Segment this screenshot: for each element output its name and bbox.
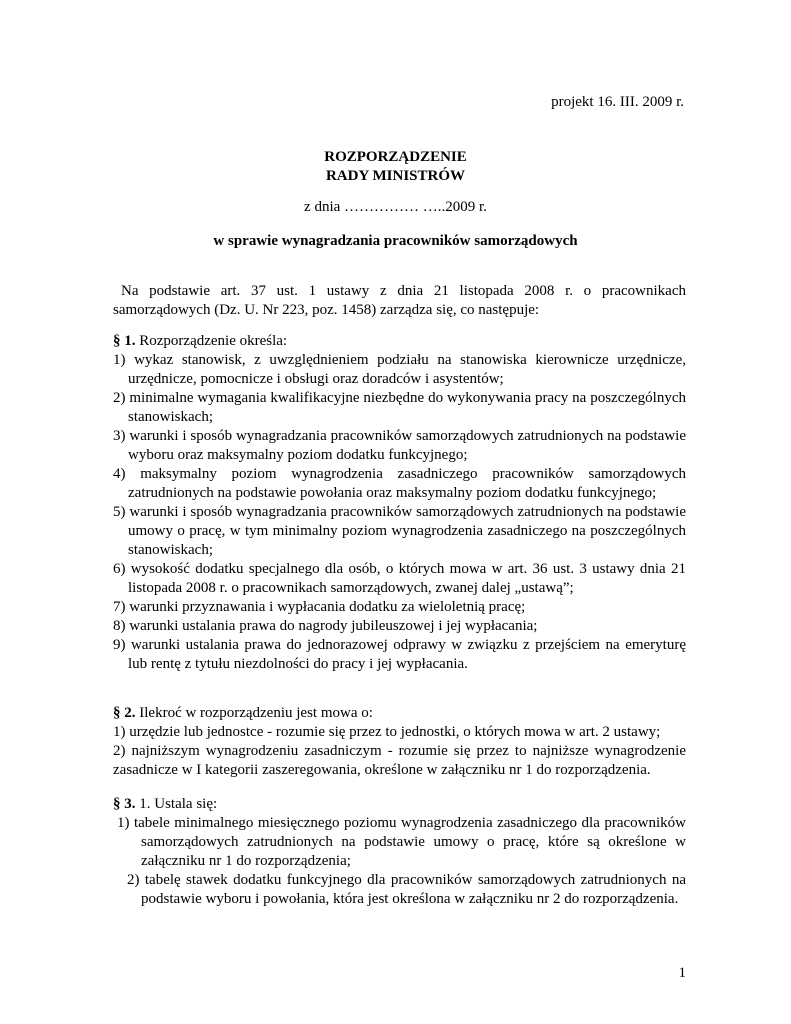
issue-date-line: z dnia …………… …..2009 r. — [304, 199, 487, 215]
section-2-intro: Ilekroć w rozporządzeniu jest mowa o: — [135, 705, 373, 721]
title-line-1: ROZPORZĄDZENIE — [324, 149, 467, 165]
draft-date: projekt 16. III. 2009 r. — [551, 94, 684, 110]
section-2-item-1: 1) urzędzie lub jednostce - rozumie się przez to jednostki, o których mowa w art. 2 ustawy; — [113, 724, 661, 740]
preamble: Na podstawie art. 37 ust. 1 ustawy z dnia 21 listopada 2008 r. o pracownikach samorządowych (Dz. U. Nr 223, poz. 1458) zarządza się, co następuje: — [113, 283, 686, 318]
section-3-intro: 1. Ustala się: — [135, 796, 218, 812]
section-1 — [113, 332, 686, 674]
list-item: 1) wykaz stanowisk, z uwzględnieniem podziału na stanowiska kierownicze urzędnicze, urzędnicze, pomocnicze i obsługi oraz doradców i asystentów; — [113, 352, 686, 387]
list-item: 9) warunki ustalania prawa do jednorazowej odprawy w związku z przejściem na emeryturę lub rentę z tytułu niezdolności do pracy i jej wypłacania. — [113, 637, 686, 672]
section-2-marker: § 2. — [113, 705, 136, 721]
section-1-list — [113, 351, 686, 674]
list-item: 2) tabelę stawek dodatku funkcyjnego dla pracowników samorządowych zatrudnionych na podstawie wyboru i powołania, która jest określona w załączniku nr 2 do rozporządzenia. — [127, 872, 686, 907]
document-title — [0, 148, 791, 186]
section-2-item-2: 2) najniższym wynagrodzeniu zasadniczym - rozumie się przez to najniższe wynagrodzenie zasadnicze w I kategorii zaszeregowania, określone w załączniku nr 1 do rozporządzenia. — [113, 743, 686, 778]
list-item: 4) maksymalny poziom wynagrodzenia zasadniczego pracowników samorządowych zatrudnionych na podstawie powołania oraz maksymalny poziom dodatku funkcyjnego; — [113, 466, 686, 501]
list-item: 7) warunki przyznawania i wypłacania dodatku za wieloletnią pracę; — [113, 599, 526, 615]
list-item: 3) warunki i sposób wynagradzania pracowników samorządowych zatrudnionych na podstawie wyboru oraz maksymalny poziom dodatku funkcyjnego; — [113, 428, 686, 463]
list-item: 6) wysokość dodatku specjalnego dla osób, o których mowa w art. 36 ust. 3 ustawy dnia 21 listopada 2008 r. o pracownikach samorządowych, zwanej dalej „ustawą”; — [113, 561, 686, 596]
section-3-marker: § 3. — [113, 796, 136, 812]
section-1-intro: Rozporządzenie określa: — [135, 333, 288, 349]
section-2 — [113, 704, 686, 780]
section-1-heading — [113, 332, 686, 351]
section-3-heading — [113, 795, 686, 814]
section-3 — [113, 795, 686, 909]
list-item: 2) minimalne wymagania kwalifikacyjne niezbędne do wykonywania pracy na poszczególnych stanowiskach; — [113, 390, 686, 425]
document-subject: w sprawie wynagradzania pracowników samorządowych — [213, 233, 578, 249]
list-item: 1) tabele minimalnego miesięcznego poziomu wynagrodzenia zasadniczego dla pracowników samorządowych zatrudnionych na podstawie umowy o pracę, które są określone w załączniku nr 1 do rozporządzenia; — [117, 815, 686, 869]
section-2-heading — [113, 704, 686, 723]
section-1-marker: § 1. — [113, 333, 136, 349]
page-number: 1 — [678, 965, 686, 981]
list-item: 8) warunki ustalania prawa do nagrody jubileuszowej i jej wypłacania; — [113, 618, 538, 634]
list-item: 5) warunki i sposób wynagradzania pracowników samorządowych zatrudnionych na podstawie umowy o pracę, w tym minimalny poziom wynagrodzenia zasadniczego na poszczególnych stanowiskach; — [113, 504, 686, 558]
title-line-2: RADY MINISTRÓW — [325, 168, 466, 184]
